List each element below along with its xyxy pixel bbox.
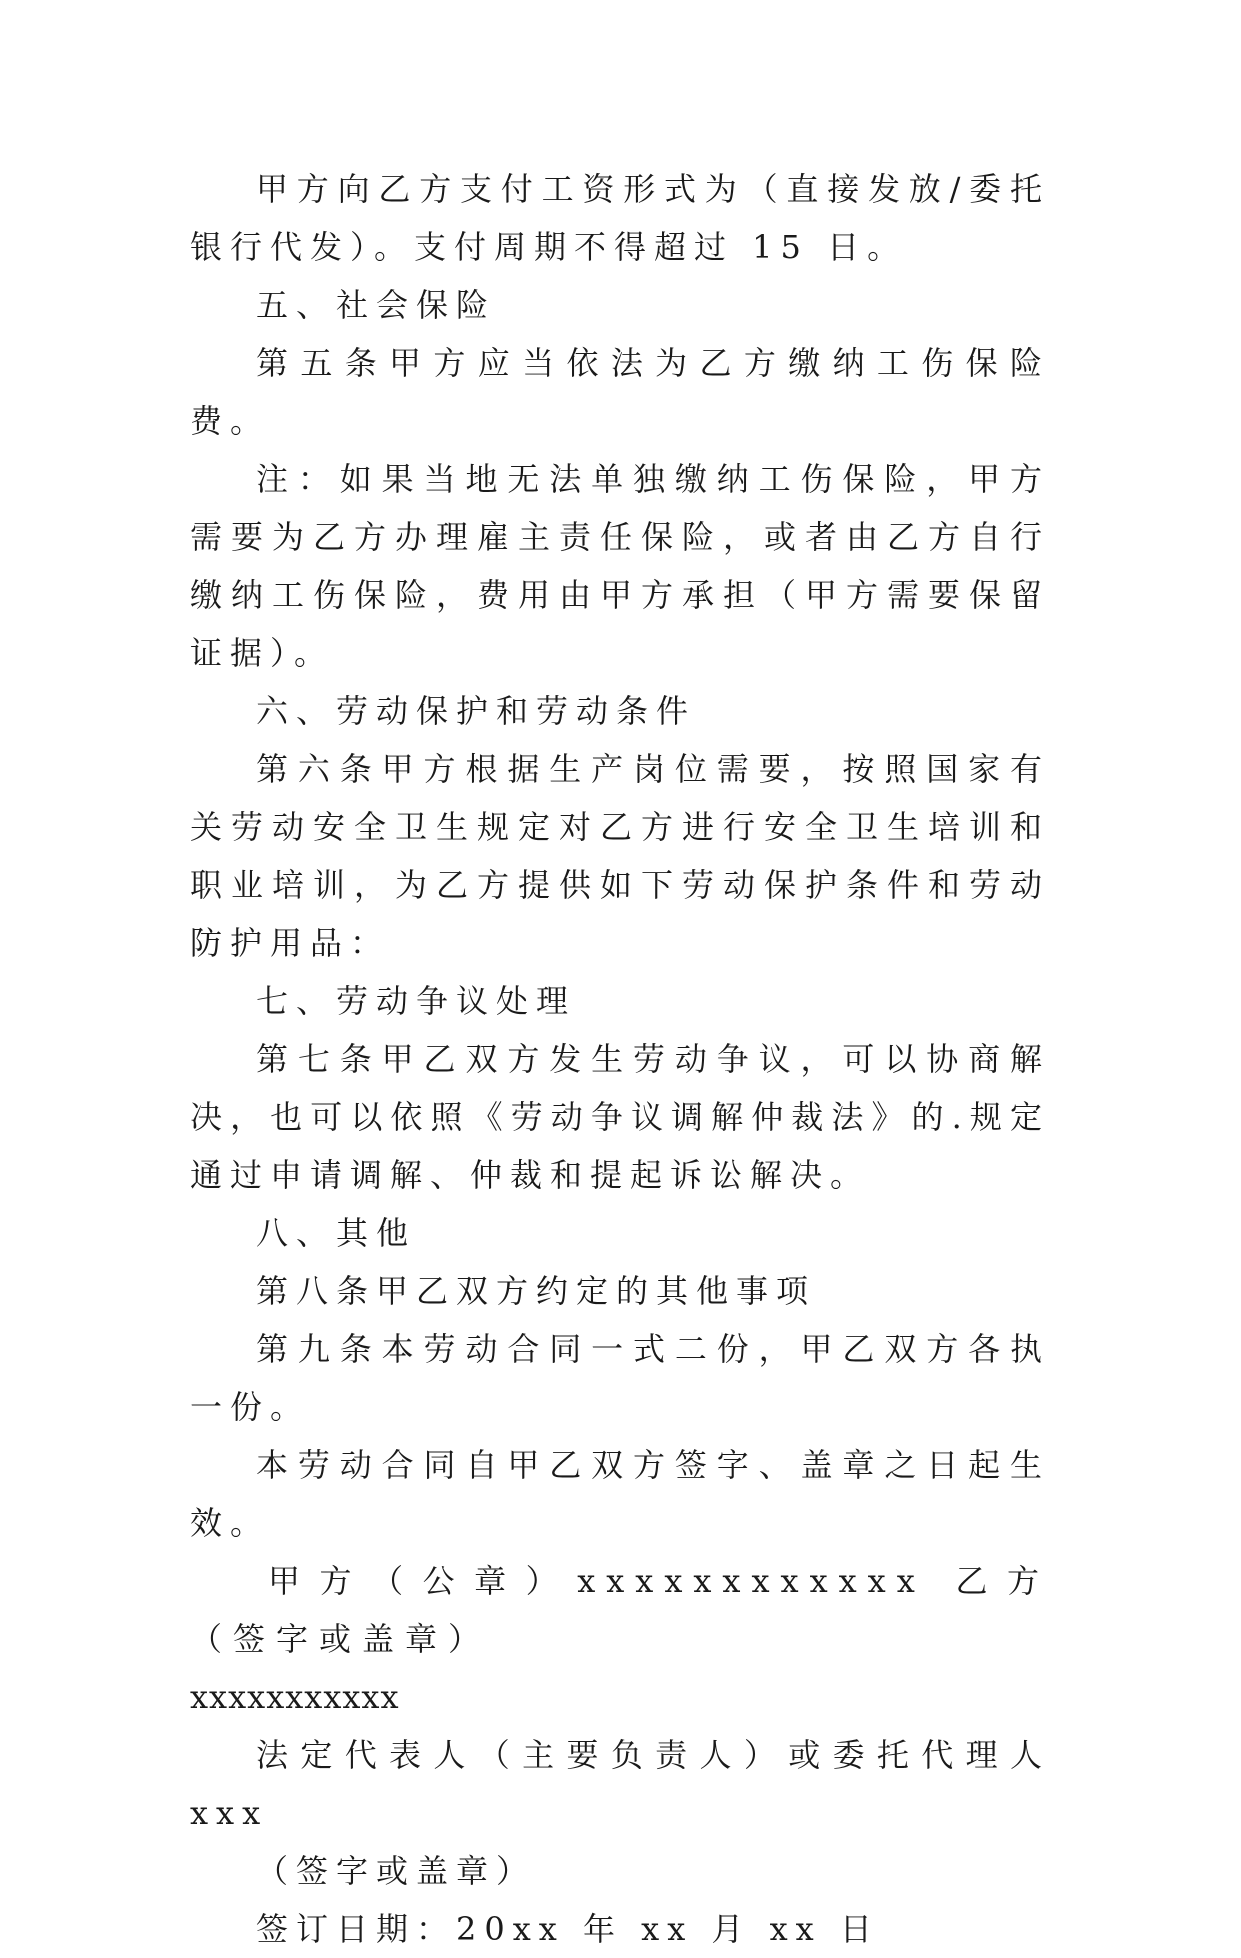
signature-parties-line-cont: xxxxxxxxxxx xyxy=(190,1678,400,1716)
paragraph-article-6: 第六条甲方根据生产岗位需要，按照国家有关劳动安全卫生规定对乙方进行安全卫生培训和职业培训，为乙方提供如下劳动保护条件和劳动防护用品： xyxy=(190,750,1050,962)
heading-other: 八、其他 xyxy=(256,1214,417,1252)
paragraph-payment-form: 甲方向乙方支付工资形式为（直接发放/委托银行代发）。支付周期不得超过 15 日。 xyxy=(190,170,1050,266)
legal-representative-line: 法定代表人（主要负责人）或委托代理人 xxx xyxy=(190,1736,1050,1832)
paragraph-article-5: 第五条甲方应当依法为乙方缴纳工伤保险费。 xyxy=(190,344,1050,440)
paragraph-article-8: 第八条甲乙双方约定的其他事项 xyxy=(256,1272,817,1310)
paragraph-note: 注：如果当地无法单独缴纳工伤保险，甲方需要为乙方办理雇主责任保险，或者由乙方自行缴纳工伤保险，费用由甲方承担（甲方需要保留证据）。 xyxy=(190,460,1050,672)
heading-social-insurance: 五、社会保险 xyxy=(256,286,497,324)
sign-date-line: 签订日期：20xx 年 xx 月 xx 日 xyxy=(256,1910,880,1948)
paragraph-effective: 本劳动合同自甲乙双方签字、盖章之日起生效。 xyxy=(190,1446,1050,1542)
heading-labor-protection: 六、劳动保护和劳动条件 xyxy=(256,692,697,730)
document-body xyxy=(190,160,1050,1958)
paragraph-article-9: 第九条本劳动合同一式二份，甲乙双方各执一份。 xyxy=(190,1330,1050,1426)
heading-labor-dispute: 七、劳动争议处理 xyxy=(256,982,577,1020)
signature-parties-line: 甲方（公章）xxxxxxxxxxxx 乙方（签字或盖章） xyxy=(190,1562,1050,1658)
paragraph-article-7: 第七条甲乙双方发生劳动争议，可以协商解决，也可以依照《劳动争议调解仲裁法》的.规定通过申请调解、仲裁和提起诉讼解决。 xyxy=(190,1040,1050,1194)
sign-or-seal-line: （签字或盖章） xyxy=(256,1852,537,1890)
